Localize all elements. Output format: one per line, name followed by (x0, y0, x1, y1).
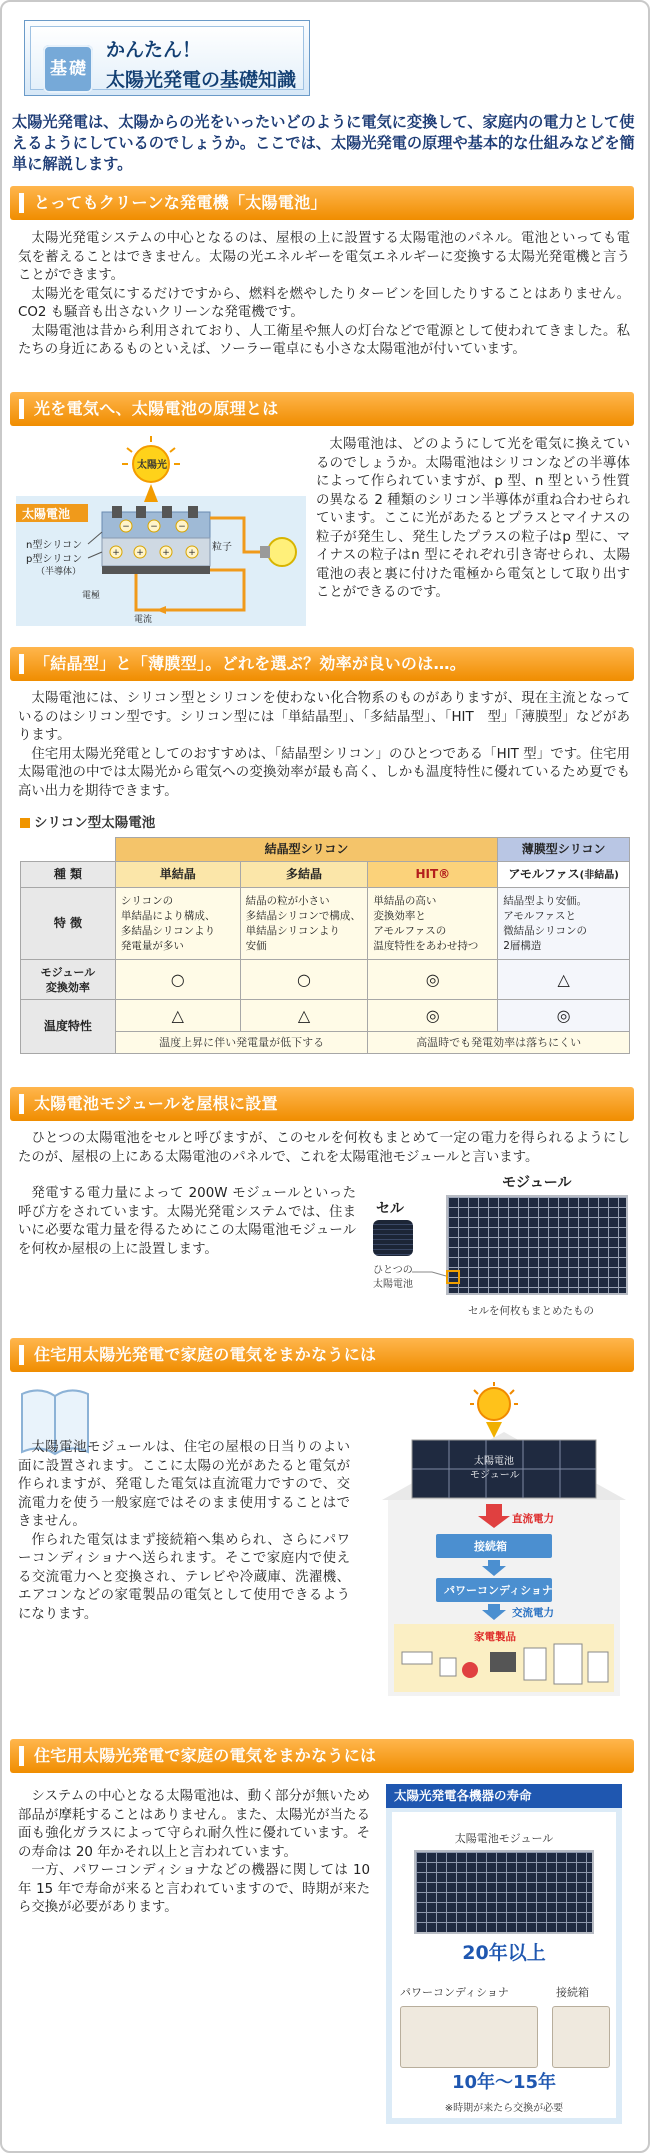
lifespan-module-value: 20年以上 (462, 1942, 546, 1964)
module-label: 太陽電池 (474, 1456, 514, 1467)
lifespan-note: ※時期が来たら交換が必要 (444, 2103, 564, 2114)
temperature-cell: △ (240, 1000, 368, 1032)
section-heading-6: 住宅用太陽光発電で家庭の電気をまかなうには (10, 1739, 634, 1773)
panel-label: 太陽電池 (22, 507, 71, 521)
svg-text:−: − (122, 522, 130, 532)
section-4-body-top: ひとつの太陽電池をセルと呼びますが、このセルを何枚もまとめて一定の電力を得られるようにしたのが、屋根の上にある太陽電池のパネルで、これを太陽電池モジュールと言います。 (18, 1131, 630, 1165)
temperature-cell: △ (115, 1000, 240, 1032)
kiso-icon: 基 礎 (43, 45, 93, 93)
section-5-body: 太陽電池モジュールは、住宅の屋根の日当りのよい面に設置されます。ここに太陽の光があたると電気が作られますが、発電した電気は直流電力ですので、交流電力を使う一般家庭ではそのまま使用することはできません。 作られた電気はまず接続箱へ集められ、さらにパワーコンディショナへ送られます。そこで家庭内で使える交流電力へと変換され、テレビや冷蔵庫、洗濯機、エアコンなどの家電製品の電気として使用できるようになります。 (18, 1440, 350, 1622)
svg-text:+: + (136, 548, 144, 558)
row-header-temperature: 温度特性 (21, 1000, 116, 1054)
p-type-sub: （半導体） (36, 567, 82, 577)
section-4-body-left: 発電する電力量によって 200W モジュールといった呼び方をされています。太陽光発電システムでは、住まいに必要な電力量を得るためにこの太陽電池モジュールを何枚か屋根の上に設置します。 (18, 1186, 356, 1257)
header-title-line2: 太陽光発電の基礎知識 (106, 69, 297, 91)
row-header-efficiency: モジュール 変換効率 (21, 960, 116, 1000)
svg-text:−: − (150, 522, 158, 532)
feature-cell: シリコンの 単結晶により構成、 多結晶シリコンより 発電量が多い (115, 888, 240, 960)
kind-cell: 単結晶 (115, 862, 240, 888)
silicon-type-table (20, 837, 630, 1054)
home-power-flow-diagram (378, 1382, 630, 1700)
current-label: 電流 (134, 615, 153, 625)
dc-label: 直流電力 (512, 1513, 554, 1525)
n-type-label: n型シリコン (26, 540, 83, 551)
svg-text:+: + (112, 548, 120, 558)
table-title: シリコン型太陽電池 (20, 814, 155, 832)
power-conditioner-label: パワーコンディショナ (444, 1584, 553, 1597)
section-6-body: システムの中心となる太陽電池は、動く部分が無いため部品が摩耗することはありません。また、太陽光が当たる面も強化ガラスによって守られ耐久性に優れています。その寿命は 20 年かそれ以上と言われています。 一方、パワーコンディショナなどの機器に関しては 10 年 15 年で寿命が来ると言われていますので、時期が来たら交換が必要があります。 (18, 1789, 370, 1915)
section-2-body: 太陽電池は、どのようにして光を電気に換えているのでしょうか。太陽電池はシリコンなどの半導体によって作られていますが、p 型、n 型という性質の異なる 2 種類のシリコン半導体が重ね合わせられています。ここに光があたるとプラスとマイナスの粒子が発生し、発生したプラスの粒子はp 型に、マイナスの粒子はn 型にそれぞれ引き寄せられ、太陽電池の表と裏に付けた電極から電気として取り出すことができるのです。 (316, 437, 630, 600)
lifespan-pcs-label: パワーコンディショナ (400, 1986, 509, 1999)
solar-cell-principle-diagram (16, 434, 316, 634)
module-label: モジュール (502, 1175, 572, 1191)
electrode-label: 電極 (82, 591, 101, 601)
temperature-note-right: 高温時でも発電効率は落ちにくい (368, 1032, 630, 1054)
svg-text:+: + (162, 548, 170, 558)
row-header-kind: 種 類 (21, 862, 116, 888)
efficiency-cell: △ (498, 960, 630, 1000)
connector-line (412, 1238, 448, 1278)
lifespan-title: 太陽光発電各機器の寿命 (386, 1784, 622, 1808)
power-conditioner-image (400, 2006, 538, 2068)
module-caption: セルを何枚もまとめたもの (468, 1305, 594, 1317)
section-3-body: 太陽電池には、シリコン型とシリコンを使わない化合物系のものがありますが、現在主流となっているのはシリコン型です。シリコン型には「単結晶型」、「多結晶型」、「HIT 型」「薄膜型」などがあります。 住宅用太陽光発電としてのおすすめは、「結晶型シリコン」のひとつである「HIT 型」です。住宅用太陽電池の中では太陽光から電気への変換効率が最も高く、しかも温度特性に優れているため夏でも高い出力を期待できます。 (18, 691, 630, 799)
junction-box-image (552, 2006, 610, 2068)
section-heading-4: 太陽電池モジュールを屋根に設置 (10, 1087, 634, 1121)
kind-cell: アモルファス(非結晶) (498, 862, 630, 888)
section-heading-1: とってもクリーンな発電機「太陽電池」 (10, 186, 634, 220)
kind-cell: HIT® (368, 862, 498, 888)
feature-cell: 単結晶の高い 変換効率と アモルファスの 温度特性をあわせ持つ (368, 888, 498, 960)
header-title-line1: かんたん！ (106, 39, 202, 61)
section-heading-5: 住宅用太陽光発電で家庭の電気をまかなうには (10, 1338, 634, 1372)
group-crystal-header: 結晶型シリコン (115, 838, 497, 862)
lifespan-module-image (414, 1850, 594, 1934)
lead-text: 太陽光発電は、太陽からの光をいったいどのように電気に変換して、家庭内の電力として使えるようにしているのでしょうか。ここでは、太陽光発電の原理や基本的な仕組みなどを簡単に解説します。 (12, 113, 635, 173)
kind-cell: 多結晶 (240, 862, 368, 888)
sun-icon (122, 436, 180, 482)
header-badge (24, 20, 310, 96)
row-header-feature: 特 徴 (21, 888, 116, 960)
ac-label: 交流電力 (512, 1607, 554, 1619)
section-1-body: 太陽光発電システムの中心となるのは、屋根の上に設置する太陽電池のパネル。電池といっても電気を蓄えることはできません。太陽の光エネルギーを電気エネルギーに変換する太陽光発電機と言うことができます。 太陽光を電気にするだけですから、燃料を燃やしたりタービンを回したりすることはありません。CO2 も騒音も出さないクリーンな発電機です。 太陽電池は昔から利用されており、人工衛星や無人の灯台などで電源として使われてきました。私たちの身近にあるものといえば、ソーラー電卓にも小さな太陽電池が付いています。 (18, 231, 630, 357)
group-thin-header: 薄膜型シリコン (498, 838, 630, 862)
module-panel (446, 1195, 628, 1295)
sun-icon (470, 1382, 518, 1420)
section-heading-3: 「結晶型」と「薄膜型」。どれを選ぶ？効率が良いのは…。 (10, 647, 634, 681)
lifespan-junction-label: 接続箱 (556, 1986, 589, 1999)
p-type-label: p型シリコン (26, 554, 83, 565)
cell-caption: ひとつの 太陽電池 (373, 1265, 413, 1290)
svg-text:+: + (188, 548, 196, 558)
section-heading-2: 光を電気へ、太陽電池の原理とは (10, 392, 634, 426)
feature-cell: 結晶の粒が小さい 多結晶シリコンで構成、 単結晶シリコンより 安価 (240, 888, 368, 960)
module-label: モジュール (470, 1470, 520, 1481)
temperature-note-left: 温度上昇に伴い発電量が低下する (115, 1032, 368, 1054)
junction-box-label: 接続箱 (474, 1540, 507, 1553)
efficiency-cell: ○ (115, 960, 240, 1000)
single-cell-icon (373, 1220, 413, 1256)
temperature-cell: ◎ (498, 1000, 630, 1032)
sun-label: 太陽光 (137, 460, 167, 471)
temperature-cell: ◎ (368, 1000, 498, 1032)
efficiency-cell: ○ (240, 960, 368, 1000)
lifespan-panel (386, 1784, 622, 2124)
feature-cell: 結晶型より安価。 アモルファスと 微結晶シリコンの 2層構造 (498, 888, 630, 960)
highlight-cell (446, 1270, 460, 1284)
particle-label: 粒子 (212, 542, 232, 553)
efficiency-cell: ◎ (368, 960, 498, 1000)
lifespan-pcs-value: 10年〜15年 (451, 2072, 557, 2093)
appliance-label: 家電製品 (474, 1631, 516, 1643)
lifespan-module-label: 太陽電池モジュール (454, 1832, 554, 1845)
svg-text:−: − (178, 522, 186, 532)
cell-label: セル (376, 1201, 404, 1217)
